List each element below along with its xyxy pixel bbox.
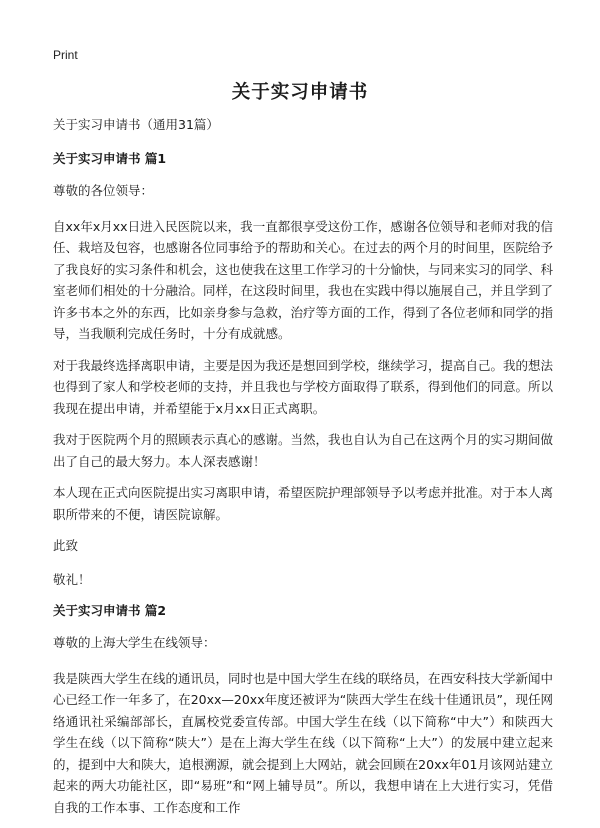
- paragraph-1-1: 自xx年x月xx日进入民医院以来，我一直都很享受这份工作，感谢各位领导和老师对我的信任、栽培及包容，也感谢各位同事给予的帮助和关心。在过去的两个月的时间里，医院给予了我良好的实习条件和机会，这也使我在这里工作学习的十分愉快，与同来实习的同学、科室老师们相处的十分融洽。同样，在这段时间里，我也在实践中得以施展自己，并且学到了许多书本之外的东西，比如亲身参与急救，治疗等方面的工作，得到了各位老师和同学的指导，当我顺利完成任务时，十分有成就感。: [53, 218, 554, 341]
- closing-cizhi: 此致: [53, 538, 79, 553]
- closing-jingli: 敬礼！: [53, 571, 91, 587]
- paragraph-1-3: 我对于医院两个月的照顾表示真心的感谢。当然，我也自认为自己在这两个月的实习期间做出了自己的最大努力。本人深表感谢！: [53, 432, 554, 469]
- document-subtitle: 关于实习申请书（通用31篇）: [53, 117, 219, 132]
- salutation-2: 尊敬的上海大学生在线领导：: [53, 635, 216, 650]
- salutation-1: 尊敬的各位领导：: [53, 183, 154, 198]
- paragraph-2-1: 我是陕西大学生在线的通讯员，同时也是中国大学生在线的联络员，在西安科技大学新闻中心已经工作一年多了，在20xx—20xx年度还被评为“陕西大学生在线十佳通讯员”，现任网络通讯社采编部部长，直属校党委宣传部。中国大学生在线（以下简称“中大”）和陕西大学生在线（以下简称“陕大”）是在上海大学生在线（以下简称“上大”）的发展中建立起来的，提到中大和陕大，追根溯源，就会提到上大网站，就会回顾在20xx年01月该网站建立起来的两大功能社区，即“易班”和“网上辅导员”。所以，我想申请在上大进行实习，凭借自我的工作本事、工作态度和工作: [53, 670, 554, 815]
- paragraph-1-4: 本人现在正式向医院提出实习离职申请，希望医院护理部领导予以考虑并批准。对于本人离职所带来的不便，请医院谅解。: [53, 485, 554, 522]
- document-body: [53, 116, 553, 828]
- section-heading-2: 关于实习申请书 篇2: [53, 603, 167, 618]
- print-link[interactable]: Print: [53, 48, 78, 62]
- section-heading-1: 关于实习申请书 篇1: [53, 151, 167, 166]
- paragraph-1-2: 对于我最终选择离职申请，主要是因为我还是想回到学校，继续学习，提高自己。我的想法也得到了家人和学校老师的支持，并且我也与学校方面取得了联系，得到他们的同意。所以我现在提出申请，并希望能于x月xx日正式离职。: [53, 357, 554, 416]
- page-title: 关于实习申请书: [231, 82, 369, 103]
